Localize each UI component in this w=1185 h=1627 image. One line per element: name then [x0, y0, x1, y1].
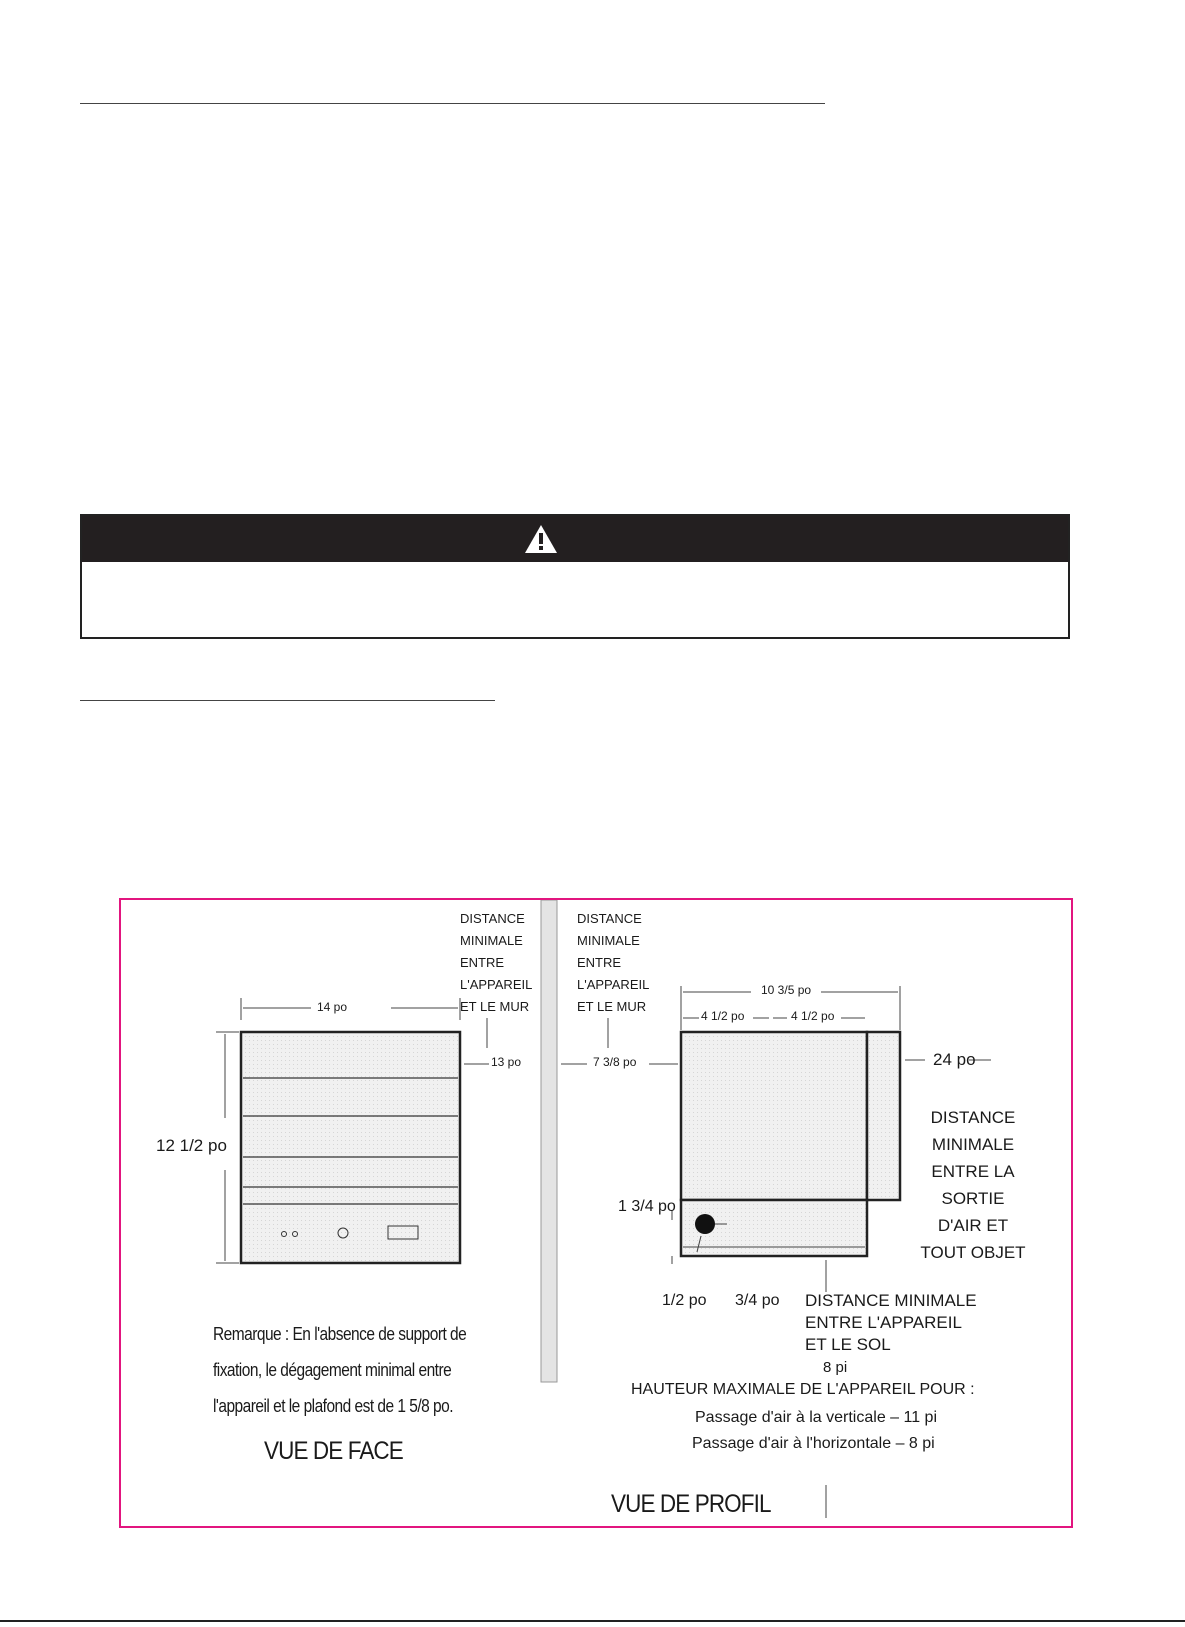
- side-depth-total: 10 3/5 po: [761, 983, 812, 997]
- side-depth-part-1: 4 1/2 po: [701, 1009, 745, 1023]
- wall-label-left-line: MINIMALE: [460, 933, 523, 948]
- outlet-label-line: MINIMALE: [931, 1135, 1015, 1154]
- floor-label-line: DISTANCE MINIMALE: [805, 1291, 977, 1310]
- warning-box: [80, 514, 1070, 639]
- side-view-title: VUE DE PROFIL: [611, 1490, 771, 1518]
- max-height-horizontal: Passage d'air à l'horizontale – 8 pi: [692, 1435, 935, 1452]
- front-view-note: [213, 1316, 466, 1424]
- warning-triangle-icon: [523, 523, 559, 555]
- wall-label-left-line: ENTRE: [460, 955, 505, 970]
- front-width-label: 14 po: [317, 1000, 348, 1014]
- max-height-vertical: Passage d'air à la verticale – 11 pi: [695, 1409, 938, 1426]
- section-rule-top: [80, 103, 825, 104]
- section-rule-middle: [80, 700, 495, 701]
- wall-label-left-line: DISTANCE: [460, 911, 525, 926]
- clearance-diagram: [119, 898, 1073, 1528]
- outlet-label-line: D'AIR ET: [937, 1216, 1009, 1235]
- outlet-clearance-label: [903, 1104, 1043, 1266]
- wall-label-left-line: L'APPAREIL: [460, 977, 533, 992]
- outlet-label-line: SORTIE: [941, 1189, 1005, 1208]
- wall-label-right-line: L'APPAREIL: [577, 977, 650, 992]
- floor-label-line: ENTRE L'APPAREIL: [805, 1313, 962, 1332]
- wall-label-left: [460, 908, 532, 1018]
- note-line-2: fixation, le dégagement minimal entre: [213, 1360, 452, 1380]
- wall-label-right-line: MINIMALE: [577, 933, 640, 948]
- wall-label-left-line: ET LE MUR: [460, 999, 530, 1014]
- wall-label-right-line: DISTANCE: [577, 911, 642, 926]
- note-line-3: l'appareil et le plafond est de 1 5/8 po.: [213, 1396, 453, 1416]
- front-view-title: VUE DE FACE: [264, 1437, 403, 1465]
- front-clearance-label: 24 po: [933, 1050, 976, 1069]
- wall: [541, 900, 557, 1382]
- side-depth-part-2: 4 1/2 po: [791, 1009, 835, 1023]
- page-bottom-rule: [0, 1620, 1185, 1622]
- wall-label-right-line: ET LE MUR: [577, 999, 647, 1014]
- front-view-unit: [241, 1032, 460, 1263]
- max-height-title: HAUTEUR MAXIMALE DE L'APPAREIL POUR :: [631, 1381, 975, 1398]
- wall-label-right-line: ENTRE: [577, 955, 622, 970]
- note-line-1: Remarque : En l'absence de support de: [213, 1324, 467, 1344]
- outlet-label-line: DISTANCE: [930, 1108, 1016, 1127]
- floor-label-line: ET LE SOL: [805, 1335, 891, 1354]
- outlet-label-line: ENTRE LA: [931, 1162, 1015, 1181]
- wall-label-right: [577, 908, 649, 1018]
- knob-depth-label: 3/4 po: [735, 1292, 780, 1309]
- floor-clearance-label: [805, 1290, 977, 1356]
- side-view-unit: [681, 1032, 900, 1256]
- floor-gap-label: 1 3/4 po: [618, 1198, 676, 1215]
- front-height-label: 12 1/2 po: [156, 1136, 227, 1155]
- floor-distance-label: 8 pi: [823, 1359, 848, 1376]
- warning-header-bar: [82, 516, 1068, 562]
- knob-offset-label: 1/2 po: [662, 1292, 707, 1309]
- outlet-label-line: TOUT OBJET: [920, 1243, 1026, 1262]
- wall-right-distance: 7 3/8 po: [593, 1055, 637, 1069]
- wall-left-distance: 13 po: [491, 1055, 522, 1069]
